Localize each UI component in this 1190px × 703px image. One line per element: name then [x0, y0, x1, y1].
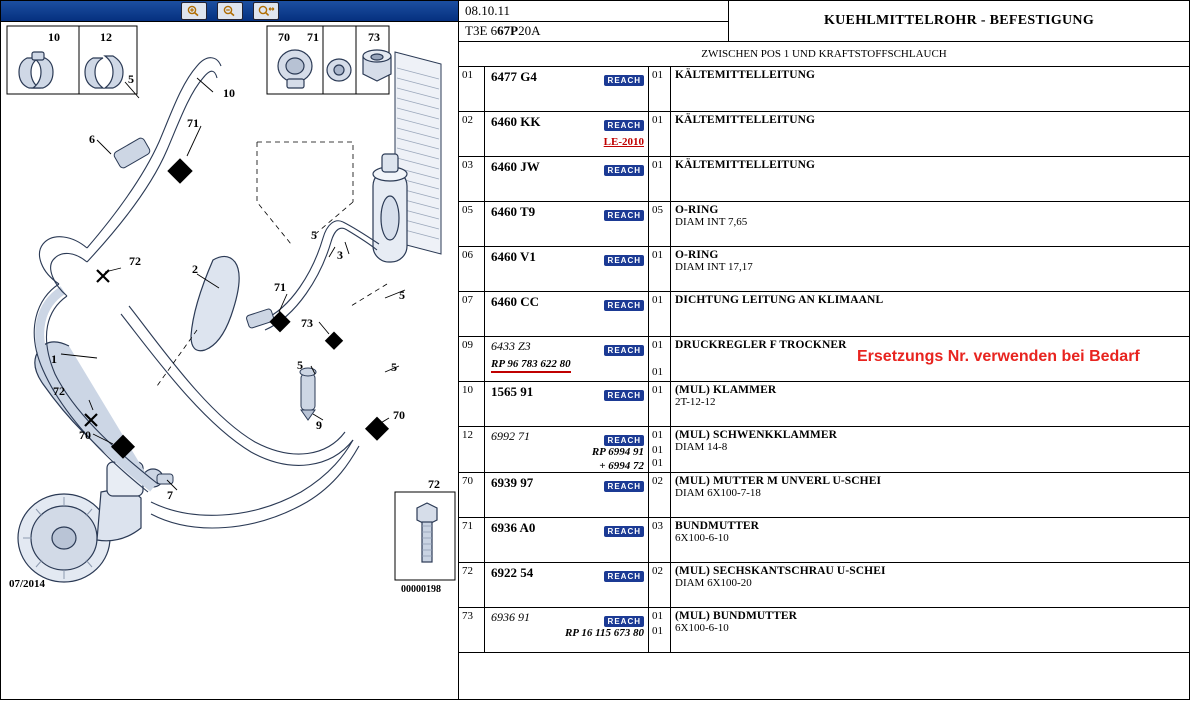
- reach-badge: REACH: [604, 526, 644, 537]
- header-code-bold: 67P: [497, 23, 519, 39]
- drawing-svg: [1, 22, 457, 698]
- reach-badge: REACH: [604, 120, 644, 131]
- table-row[interactable]: [459, 157, 1189, 202]
- callout-72c: 72: [428, 477, 440, 491]
- desc-sub: 2T-12-12: [675, 396, 716, 408]
- row-position: 12: [459, 427, 485, 472]
- desc-title: (MUL) SCHWENKKLAMMER: [675, 429, 838, 441]
- qty-value: 01: [652, 610, 663, 622]
- part-number: 6460 V1: [491, 249, 536, 264]
- row-position: 07: [459, 292, 485, 336]
- page-title: KUEHLMITTELROHR - BEFESTIGUNG: [823, 13, 1095, 28]
- callout-5d: 5: [297, 358, 303, 372]
- callout-2: 2: [192, 262, 198, 276]
- part-number: 6477 G4: [491, 69, 537, 84]
- qty-value: 02: [652, 565, 663, 577]
- reach-badge: REACH: [604, 210, 644, 221]
- header-code-prefix: T3E 6: [465, 23, 498, 39]
- document-header: [459, 1, 1189, 42]
- callout-10a: 10: [48, 30, 60, 44]
- row-reference: [485, 292, 649, 336]
- row-position: 10: [459, 382, 485, 426]
- reach-badge: REACH: [604, 481, 644, 492]
- qty-value: 02: [652, 475, 663, 487]
- row-position: 73: [459, 608, 485, 652]
- callout-1: 1: [51, 352, 57, 366]
- row-position: 09: [459, 337, 485, 381]
- qty-value-2: 01: [652, 366, 663, 378]
- callout-70b: 70: [79, 428, 91, 442]
- part-number: 6433 Z3: [491, 339, 531, 353]
- row-reference: [485, 473, 649, 517]
- qty-value: 01: [652, 69, 663, 81]
- replacement-number: RP 96 783 622 80: [491, 358, 571, 373]
- drawing-date: 07/2014: [9, 578, 46, 590]
- zoom-toolbar: [1, 1, 458, 22]
- row-description: [671, 292, 1189, 336]
- callout-73a: 73: [368, 30, 380, 44]
- reach-badge: REACH: [604, 390, 644, 401]
- row-reference: [485, 337, 649, 381]
- callout-6: 6: [89, 132, 95, 146]
- callout-5e: 5: [391, 360, 397, 374]
- desc-title: (MUL) MUTTER M UNVERL U-SCHEI: [675, 475, 882, 487]
- desc-title: O-RING: [675, 204, 719, 216]
- callout-5a: 5: [128, 72, 134, 86]
- callout-3: 3: [337, 248, 343, 262]
- desc-title: O-RING: [675, 249, 719, 261]
- row-quantity: [649, 157, 671, 201]
- row-reference: [485, 427, 649, 472]
- row-description: [671, 608, 1189, 652]
- reach-badge: REACH: [604, 300, 644, 311]
- reach-badge: REACH: [604, 75, 644, 86]
- desc-title: KÄLTEMITTELLEITUNG: [675, 69, 816, 81]
- table-row[interactable]: [459, 473, 1189, 518]
- replacement-number: RP 16 115 673 80: [564, 627, 644, 639]
- row-reference: [485, 67, 649, 111]
- callout-70a: 70: [278, 30, 290, 44]
- callout-71c: 71: [274, 280, 286, 294]
- callout-73b: 73: [301, 316, 313, 330]
- warning-text: Ersetzungs Nr. verwenden bei Bedarf: [857, 348, 1140, 365]
- row-description: [671, 518, 1189, 562]
- row-quantity: [649, 473, 671, 517]
- table-row[interactable]: [459, 382, 1189, 427]
- row-position: 03: [459, 157, 485, 201]
- qty-value-2: 01: [652, 444, 663, 456]
- replacement-number-2: + 6994 72: [599, 460, 644, 472]
- callout-71a: 71: [307, 30, 319, 44]
- desc-sub: DIAM 6X100-20: [675, 577, 752, 589]
- part-number: 6992 71: [491, 429, 530, 443]
- reach-badge: REACH: [604, 165, 644, 176]
- table-row[interactable]: [459, 427, 1189, 473]
- parts-table: [459, 67, 1189, 699]
- parts-panel: [459, 1, 1189, 699]
- qty-value-2: 01: [652, 625, 663, 637]
- header-code: [459, 22, 728, 42]
- row-position: 72: [459, 563, 485, 607]
- row-quantity: [649, 427, 671, 472]
- row-description: [671, 112, 1189, 156]
- reach-badge: REACH: [604, 435, 644, 446]
- row-reference: [485, 563, 649, 607]
- reach-badge: REACH: [604, 571, 644, 582]
- row-quantity: [649, 337, 671, 381]
- qty-value: 01: [652, 294, 663, 306]
- row-position: 02: [459, 112, 485, 156]
- table-row[interactable]: [459, 202, 1189, 247]
- row-reference: [485, 608, 649, 652]
- row-reference: [485, 112, 649, 156]
- row-quantity: [649, 247, 671, 291]
- header-date: 08.10.11: [459, 1, 728, 22]
- row-description: [671, 67, 1189, 111]
- exploded-view-drawing: [1, 22, 457, 698]
- zoom-fit-icon[interactable]: [253, 2, 279, 20]
- qty-value: 01: [652, 429, 663, 441]
- row-description: [671, 247, 1189, 291]
- part-number: 6460 CC: [491, 294, 540, 309]
- row-position: 01: [459, 67, 485, 111]
- row-reference: [485, 202, 649, 246]
- desc-title: (MUL) KLAMMER: [675, 384, 777, 396]
- part-number: 6936 A0: [491, 520, 536, 535]
- qty-value: 05: [652, 204, 663, 216]
- row-reference: [485, 247, 649, 291]
- diagram-panel: [1, 1, 459, 699]
- table-row[interactable]: [459, 112, 1189, 157]
- part-number: 1565 91: [491, 384, 534, 399]
- callout-7: 7: [167, 488, 173, 502]
- row-description: [671, 427, 1189, 472]
- row-quantity: [649, 112, 671, 156]
- row-quantity: [649, 518, 671, 562]
- desc-title: KÄLTEMITTELLEITUNG: [675, 114, 816, 126]
- callout-12: 12: [100, 30, 112, 44]
- callout-5b: 5: [311, 228, 317, 242]
- row-description: [671, 563, 1189, 607]
- row-reference: [485, 518, 649, 562]
- row-description: [671, 382, 1189, 426]
- table-row[interactable]: [459, 292, 1189, 337]
- qty-value: 01: [652, 249, 663, 261]
- qty-value: 03: [652, 520, 663, 532]
- desc-sub: DIAM 14-8: [675, 441, 728, 453]
- callout-70c: 70: [393, 408, 405, 422]
- desc-title: BUNDMUTTER: [675, 520, 760, 532]
- table-row[interactable]: [459, 563, 1189, 608]
- row-reference: [485, 382, 649, 426]
- row-position: 05: [459, 202, 485, 246]
- row-position: 06: [459, 247, 485, 291]
- le2010-link[interactable]: LE-2010: [603, 136, 644, 148]
- row-quantity: [649, 202, 671, 246]
- row-description: [671, 337, 1189, 381]
- qty-value: 01: [652, 159, 663, 171]
- callout-71b: 71: [187, 116, 199, 130]
- row-quantity: [649, 292, 671, 336]
- row-description: [671, 157, 1189, 201]
- table-row[interactable]: [459, 518, 1189, 563]
- desc-sub: DIAM INT 7,65: [675, 216, 748, 228]
- header-left: [459, 1, 729, 41]
- desc-title: KÄLTEMITTELLEITUNG: [675, 159, 816, 171]
- desc-sub: DIAM INT 17,17: [675, 261, 753, 273]
- desc-title: (MUL) SECHSKANTSCHRAU U-SCHEI: [675, 565, 886, 577]
- row-description: [671, 473, 1189, 517]
- row-quantity: [649, 608, 671, 652]
- qty-value: 01: [652, 339, 663, 351]
- qty-value-3: 01: [652, 457, 663, 469]
- row-quantity: [649, 67, 671, 111]
- part-number: 6460 T9: [491, 204, 536, 219]
- part-number: 6460 KK: [491, 114, 541, 129]
- callout-72a: 72: [129, 254, 141, 268]
- reach-badge: REACH: [604, 616, 644, 627]
- drawing-code: 00000198: [401, 584, 441, 595]
- part-number: 6460 JW: [491, 159, 540, 174]
- desc-title: DRUCKREGLER F TROCKNER: [675, 339, 847, 351]
- section-subtitle: ZWISCHEN POS 1 UND KRAFTSTOFFSCHLAUCH: [459, 42, 1189, 67]
- table-row[interactable]: [459, 247, 1189, 292]
- row-reference: [485, 157, 649, 201]
- row-quantity: [649, 382, 671, 426]
- reach-badge: REACH: [604, 345, 644, 356]
- qty-value: 01: [652, 384, 663, 396]
- callout-10b: 10: [223, 86, 235, 100]
- table-row[interactable]: [459, 337, 1189, 382]
- row-description: [671, 202, 1189, 246]
- row-position: 71: [459, 518, 485, 562]
- desc-sub: DIAM 6X100-7-18: [675, 487, 761, 499]
- table-row[interactable]: [459, 608, 1189, 653]
- desc-sub: 6X100-6-10: [675, 622, 729, 634]
- table-row[interactable]: [459, 67, 1189, 112]
- part-number: 6922 54: [491, 565, 534, 580]
- zoom-in-icon[interactable]: [181, 2, 207, 20]
- zoom-out-icon[interactable]: [217, 2, 243, 20]
- callout-9: 9: [316, 418, 322, 432]
- desc-sub: 6X100-6-10: [675, 532, 729, 544]
- desc-title: (MUL) BUNDMUTTER: [675, 610, 798, 622]
- part-number: 6939 97: [491, 475, 534, 490]
- callout-72b: 72: [53, 384, 65, 398]
- reach-badge: REACH: [604, 255, 644, 266]
- qty-value: 01: [652, 114, 663, 126]
- row-position: 70: [459, 473, 485, 517]
- callout-5c: 5: [399, 288, 405, 302]
- replacement-number: RP 6994 91: [591, 446, 644, 458]
- header-code-suffix: 20A: [518, 23, 541, 39]
- desc-title: DICHTUNG LEITUNG AN KLIMAANL: [675, 294, 884, 306]
- part-number: 6936 91: [491, 610, 530, 624]
- row-quantity: [649, 563, 671, 607]
